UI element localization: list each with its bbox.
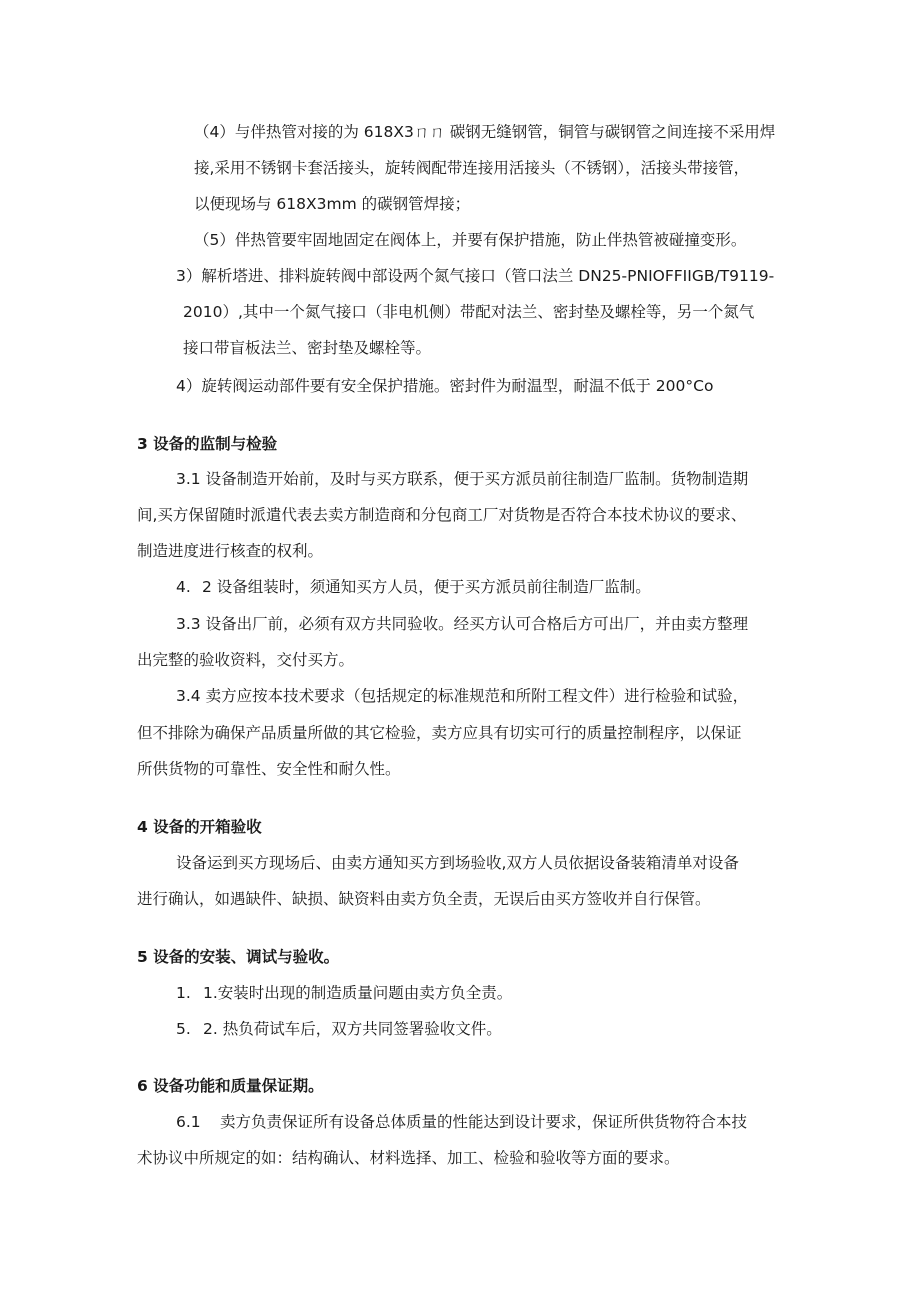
section-3-4-line-3: 所供货物的可靠性、安全性和耐久性。 <box>137 760 401 778</box>
sub-item-4-line-1: （4）与伴热管对接的为 618X3ㄇㄇ 碳钢无缝钢管，铜管与碳钢管之间连接不采用焊 <box>194 123 776 141</box>
section-4-line-2: 进行确认，如遇缺件、缺损、缺资料由卖方负全责，无误后由买方签收并自行保管。 <box>137 890 711 908</box>
section-5-item-1 <box>176 983 512 1003</box>
section-6-1-line-2: 术协议中所规定的如：结构确认、材料选择、加工、检验和验收等方面的要求。 <box>137 1149 680 1167</box>
section-3-4-line-2: 但不排除为确保产品质量所做的其它检验，卖方应具有切实可行的质量控制程序，以保证 <box>137 724 742 742</box>
section-3-3-line-1: 3.3 设备出厂前，必须有双方共同验收。经买方认可合格后方可出厂，并由卖方整理 <box>176 615 749 633</box>
section-6-1-text: 卖方负责保证所有设备总体质量的性能达到设计要求，保证所供货物符合本技 <box>220 1113 748 1131</box>
section-6-1-number: 6.1 <box>176 1113 201 1131</box>
section-5-item-1-text: 1.安装时出现的制造质量问题由卖方负全责。 <box>203 984 513 1002</box>
section-3-2-number: 4. <box>176 578 191 596</box>
section-6-1-line-1 <box>176 1112 747 1132</box>
section-5-item-2-text: 2. 热负荷试车后，双方共同签署验收文件。 <box>203 1020 502 1038</box>
section-3-1-line-2: 间,买方保留随时派遣代表去卖方制造商和分包商工厂对货物是否符合本技术协议的要求、 <box>137 506 747 524</box>
section-5-heading: 5 设备的安装、调试与验收。 <box>137 948 340 966</box>
section-3-1-line-1: 3.1 设备制造开始前，及时与买方联系，便于买方派员前往制造厂监制。货物制造期 <box>176 470 749 488</box>
section-3-3-line-2: 出完整的验收资料，交付买方。 <box>137 651 355 669</box>
point-3-line-2: 2010）,其中一个氮气接口（非电机侧）带配对法兰、密封垫及螺栓等，另一个氮气 <box>183 303 755 321</box>
sub-item-4-line-2: 接,采用不锈钢卡套活接头，旋转阀配带连接用活接头（不锈钢），活接头带接管， <box>194 159 750 177</box>
section-4-heading: 4 设备的开箱验收 <box>137 818 262 836</box>
section-6-heading: 6 设备功能和质量保证期。 <box>137 1077 324 1095</box>
sub-item-5-line-1: （5）伴热管要牢固地固定在阀体上，并要有保护措施，防止伴热管被碰撞变形。 <box>194 231 747 249</box>
point-3-line-3: 接口带盲板法兰、密封垫及螺栓等。 <box>183 339 432 357</box>
section-5-item-2-number: 5. <box>176 1020 191 1038</box>
section-3-2-line <box>176 577 651 597</box>
section-3-2-text: 2 设备组装时，须通知买方人员，便于买方派员前往制造厂监制。 <box>202 578 651 596</box>
section-3-1-line-3: 制造进度进行核查的权利。 <box>137 542 324 560</box>
section-3-heading: 3 设备的监制与检验 <box>137 435 278 453</box>
section-5-item-2 <box>176 1019 502 1039</box>
point-4-line-1: 4）旋转阀运动部件要有安全保护措施。密封件为耐温型，耐温不低于 200°Co <box>176 377 714 395</box>
sub-item-4-line-3: 以便现场与 618X3mm 的碳钢管焊接； <box>194 195 471 213</box>
point-3-line-1: 3）解析塔进、排料旋转阀中部设两个氮气接口（管口法兰 DN25-PNIOFFIIGB/T9119- <box>176 267 775 285</box>
section-3-4-line-1: 3.4 卖方应按本技术要求（包括规定的标准规范和所附工程文件）进行检验和试验， <box>176 687 749 705</box>
section-4-line-1: 设备运到买方现场后、由卖方通知买方到场验收,双方人员依据设备装箱清单对设备 <box>176 854 739 872</box>
section-5-item-1-number: 1. <box>176 984 191 1002</box>
